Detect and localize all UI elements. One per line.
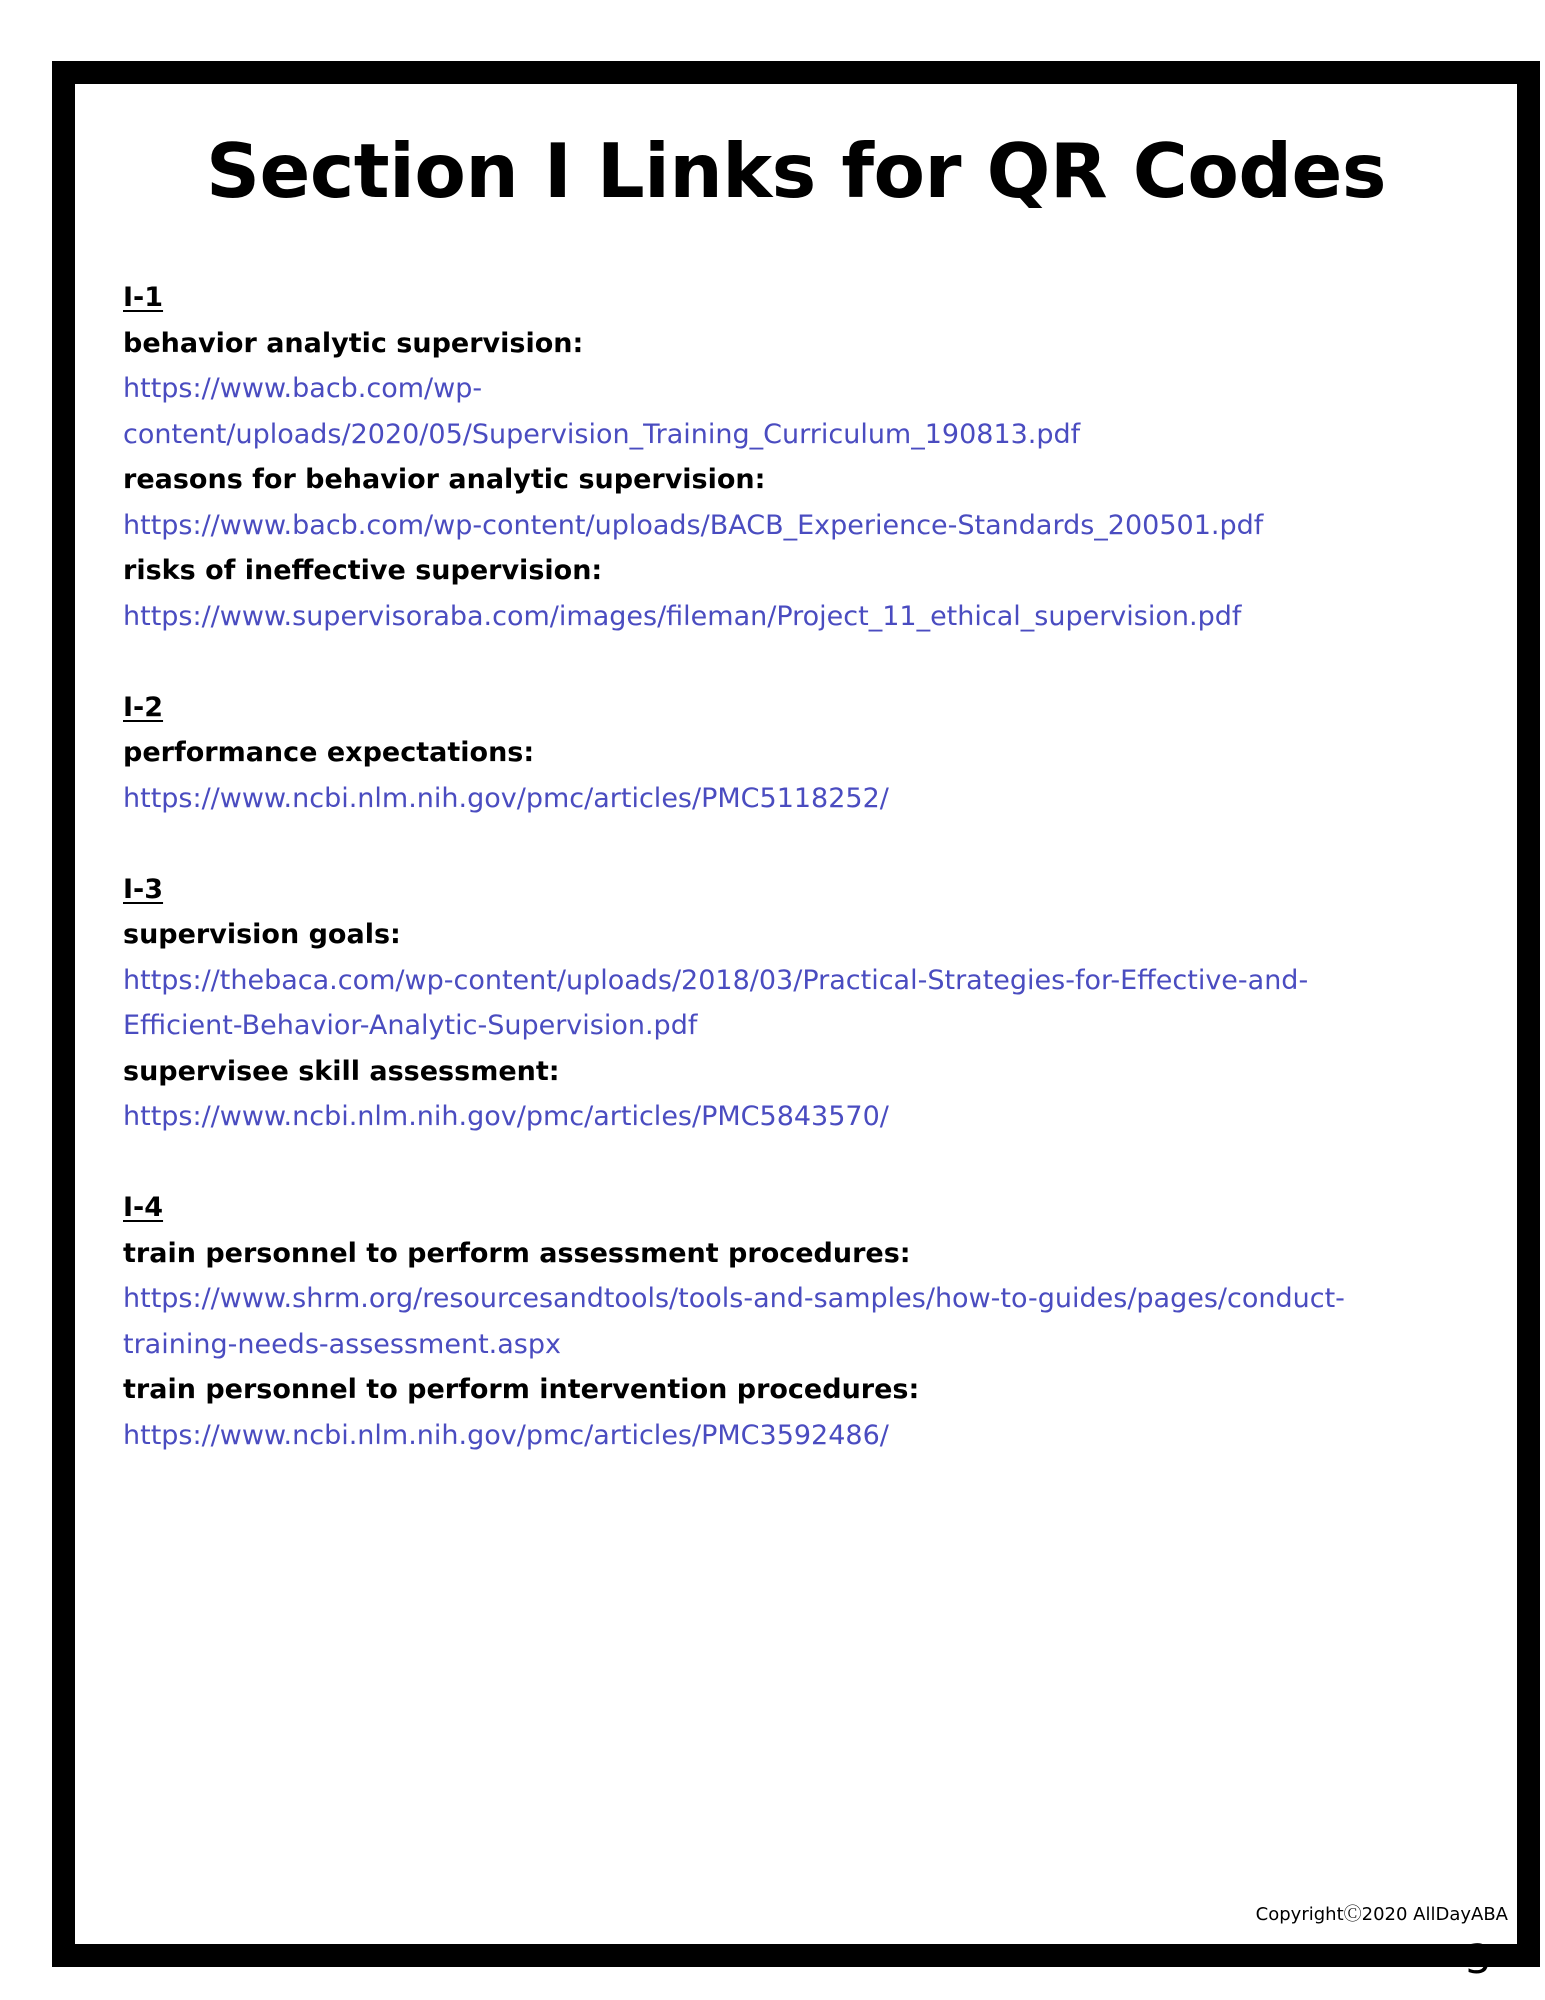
url-link[interactable]: Efficient-Behavior-Analytic-Supervision.pdf [123,1010,698,1041]
section-id: I-3 [123,873,164,905]
link-label: train personnel to perform intervention procedures: [123,1374,920,1405]
page-title: Section I Links for QR Codes [205,127,1387,215]
link-label: supervision goals: [123,919,401,950]
url-link[interactable]: https://www.ncbi.nlm.nih.gov/pmc/articles/PMC5843570/ [123,1101,889,1132]
url-link[interactable]: https://www.bacb.com/wp- [123,373,483,404]
url-link[interactable]: https://www.ncbi.nlm.nih.gov/pmc/articles/PMC5118252/ [123,782,889,814]
link-label: behavior analytic supervision: [123,327,584,359]
url-link[interactable]: training-needs-assessment.aspx [123,1328,561,1360]
section-id: I-1 [123,282,164,313]
section-id: I-4 [123,1192,164,1223]
link-label: reasons for behavior analytic supervision: [123,464,766,495]
url-link[interactable]: content/uploads/2020/05/Supervision_Training_Curriculum_190813.pdf [123,418,1081,450]
link-label: train personnel to perform assessment procedures: [123,1237,911,1269]
copyright-notice: CopyrightⒸ2020 AllDayABA [1255,1904,1508,1925]
links-content [123,275,1513,1504]
page-frame [52,61,1540,1967]
url-link[interactable]: https://www.bacb.com/wp-content/uploads/BACB_Experience-Standards_200501.pdf [123,509,1264,541]
section-id: I-2 [123,691,164,723]
page-number: 3 [1465,1937,1491,1983]
link-label: supervisee skill assessment: [123,1055,560,1087]
section-i-1 [123,275,1513,639]
link-label: performance expectations: [123,737,535,768]
section-i-4 [123,1185,1513,1458]
url-link[interactable]: https://thebaca.com/wp-content/uploads/2018/03/Practical-Strategies-for-Effective-and- [123,964,1309,996]
link-label: risks of ineffective supervision: [123,555,603,586]
url-link[interactable]: https://www.supervisoraba.com/images/fileman/Project_11_ethical_supervision.pdf [123,600,1242,632]
section-i-2 [123,685,1513,822]
url-link[interactable]: https://www.ncbi.nlm.nih.gov/pmc/articles/PMC3592486/ [123,1419,889,1451]
section-i-3 [123,867,1513,1140]
url-link[interactable]: https://www.shrm.org/resourcesandtools/tools-and-samples/how-to-guides/pages/conduct- [123,1283,1345,1314]
